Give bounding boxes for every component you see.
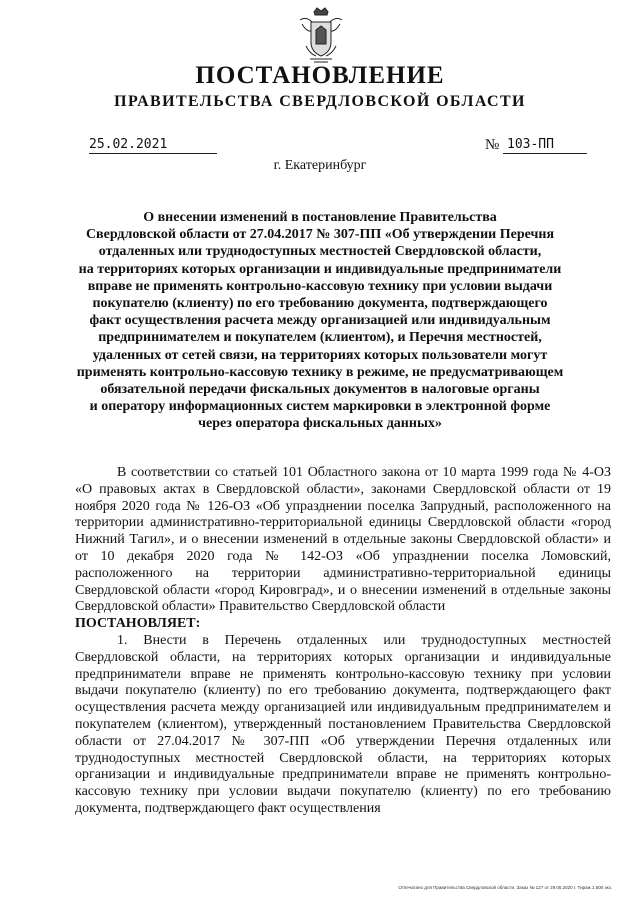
title-line: факт осуществления расчета между организацией или индивидуальным: [89, 313, 551, 329]
title-line: удаленных от сетей связи, на территориях которых пользователи могут: [92, 347, 548, 363]
title-line: отдаленных или труднодоступных местностей Свердловской области,: [98, 244, 542, 260]
document-title: [70, 209, 570, 433]
title-line: вправе не применять контрольно-кассовую технику при условии выдачи: [87, 278, 553, 294]
title-line: покупателю (клиенту) по его требованию документа, подтверждающего: [92, 296, 548, 312]
issuer-heading: ПРАВИТЕЛЬСТВА СВЕРДЛОВСКОЙ ОБЛАСТИ: [114, 93, 526, 110]
title-line: О внесении изменений в постановление Правительства: [143, 210, 497, 225]
city-line: г. Екатеринбург: [273, 158, 367, 173]
document-date: 25.02.2021: [89, 137, 217, 154]
title-line: Свердловской области от 27.04.2017 № 307-ПП «Об утверждении Перечня: [85, 227, 555, 243]
number-label: №: [485, 137, 500, 153]
resolves-heading: ПОСТАНОВЛЯЕТ:: [75, 616, 201, 632]
coat-of-arms-emblem: [296, 6, 346, 64]
document-body: [75, 465, 611, 818]
title-line: на территориях которых организации и индивидуальные предприниматели: [78, 261, 562, 277]
title-line: обязательной передачи фискальных документов в налоговые органы: [100, 382, 540, 398]
preamble-paragraph: В соответствии со статьей 101 Областного закона от 10 марта 1999 года № 4-ОЗ «О правовых актах в Свердловской области», законами Свердловской области от 19 ноября 2020 года № 126-ОЗ «Об упразднении поселка Запрудный, расположенного на территории административно-территориальной единицы Свердловской области «город Нижний Тагил», и о внесении изменений в отдельные законы Свердловской области» и от 10 декабря 2020 года № 142-ОЗ «Об упразднении поселка Ломовский, расположенного на территории административно-территориальной единицы Свердловской области «город Кировград», и о внесении изменений в отдельные законы Свердловской области» Правительство Свердловской области: [75, 465, 611, 615]
title-line: через оператора фискальных данных»: [198, 416, 442, 432]
print-footer-note: Отпечатано для Правительства Свердловской области. Заказ № 127 от 29.05.2020 г. Тираж 1 500 экз.: [398, 885, 612, 890]
title-line: применять контрольно-кассовую технику в режиме, не предусматривающем: [76, 364, 564, 380]
document-number: 103-ПП: [503, 137, 587, 154]
document-type-heading: ПОСТАНОВЛЕНИЕ: [195, 62, 445, 89]
title-line: и оператору информационных систем маркировки в электронной форме: [89, 399, 551, 415]
title-line: предпринимателем и покупателем (клиентом), и Перечня местностей,: [98, 330, 542, 346]
item-1-paragraph: 1. Внести в Перечень отдаленных или труднодоступных местностей Свердловской области, на территориях которых организации и индивидуальные предприниматели вправе не применять контрольно-кассовую технику при условии выдачи покупателю (клиенту) по его требованию документа, подтверждающего факт осуществления расчета между организацией или индивидуальным предпринимателем и покупателем (клиентом), утвержденный постановлением Правительства Свердловской области от 27.04.2017 № 307-ПП «Об утверждении Перечня отдаленных или труднодоступных местностей Свердловской области, на территориях которых организации и индивидуальные предприниматели вправе не применять контрольно-кассовую технику при условии выдачи покупателю (клиенту) по его требованию документа, подтверждающего факт осуществления: [75, 632, 611, 816]
